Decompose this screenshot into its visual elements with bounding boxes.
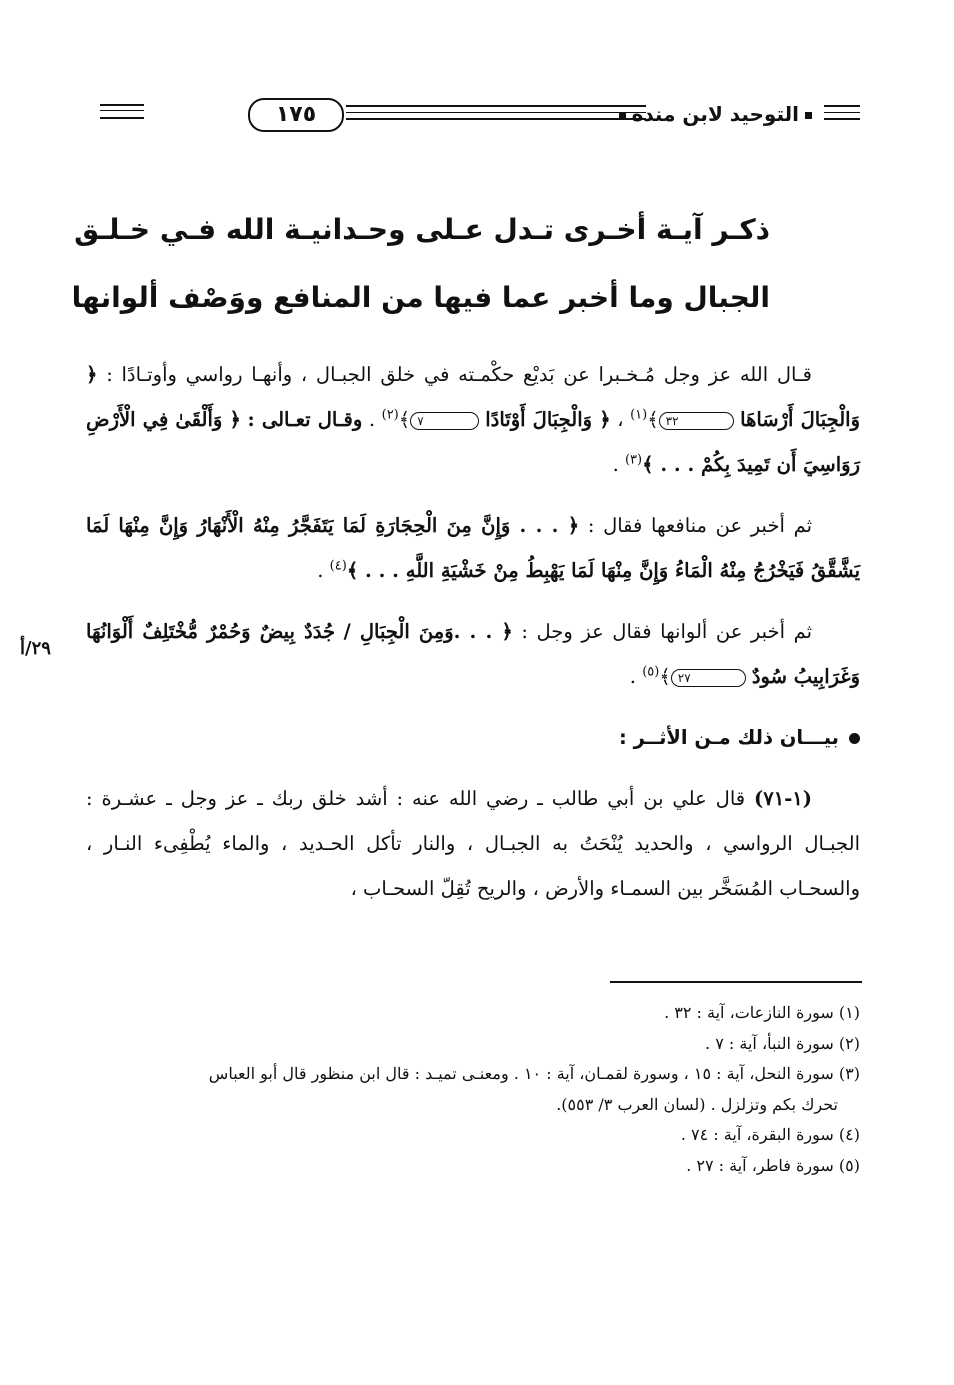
footnotes (96, 998, 860, 1181)
footnote-continuation: تحرك بكم وتزلزل . (لسان العرب ٣/ ٥٥٣). (556, 1094, 838, 1114)
quran-quote: ﴿ . . . وَإِنَّ مِنَ الْحِجَارَةِ لَمَا يَتَفَجَّرُ مِنْهُ الْأَنْهَارُ وَإِنَّ مِنْهَا لَمَا يَشَّقَّقُ فَيَخْرُجُ مِنْهُ الْمَاءُ وَإِنَّ مِنْهَا لَمَا يَهْبِطُ مِنْ خَشْيَةِ اللَّهِ . . . ﴾ (86, 514, 860, 582)
header-rule (824, 105, 860, 107)
footnote: (١) سورة النازعات، آية : ٣٢ . (664, 1003, 860, 1022)
quran-quote: ﴿ وَأَلْقَىٰ فِي الْأَرْضِ رَوَاسِيَ أَن تَمِيدَ بِكُمْ . . . ﴾ (86, 408, 860, 476)
header-rule (346, 118, 646, 120)
quran-quote: جُدَدٌ بِيضٌ وَحُمْرٌ مُّخْتَلِفٌ أَلْوَانُهَا وَغَرَابِيبُ سُودٌ (86, 620, 860, 688)
footnote-ref: (٥) (642, 664, 660, 680)
subheading-text: بيـــان ذلك مـن الأثــر : (619, 726, 839, 749)
narration-number: (١-٧١) (754, 787, 812, 810)
manuscript-folio-marker: ٢٩/أ (20, 638, 51, 659)
paragraph-benefits: ثم أخبر عن منافعها فقال : ﴿ . . . وَإِنَّ مِنَ الْحِجَارَةِ لَمَا يَتَفَجَّرُ مِنْهُ الْأَنْهَارُ وَإِنَّ مِنْهَا لَمَا يَشَّقَّقُ فَيَخْرُجُ مِنْهُ الْمَاءُ وَإِنَّ مِنْهَا لَمَا يَهْبِطُ مِنْ خَشْيَةِ اللَّهِ . . . ﴾$^{(٤)}$ . (86, 514, 860, 582)
paragraph-text: ثم أخبر عن منافعها فقال : (587, 514, 812, 537)
footnote-ref: (٢) (381, 407, 399, 423)
header-rule (824, 118, 860, 120)
bullet-icon (849, 733, 860, 744)
page-number: ١٧٥ (248, 98, 344, 132)
footnote: (٤) سورة البقرة، آية : ٧٤ . (680, 1125, 860, 1144)
footnote-ref: (٤) (329, 558, 347, 574)
footnote: (٢) سورة النبأ، آية : ٧ . (705, 1033, 860, 1053)
paragraph-text: ثم أخبر عن ألوانها فقال عز وجل : (521, 620, 812, 643)
paragraph-colors: ثم أخبر عن ألوانها فقال عز وجل : ﴿ . . .وَمِنَ الْجِبَالِ / جُدَدٌ بِيضٌ وَحُمْرٌ مُّخْتَلِفٌ أَلْوَانُهَا وَغَرَابِيبُ سُودٌ ٢٧﴾$^{(٥)}$ . (86, 620, 860, 688)
header-rule (824, 112, 860, 113)
paragraph-narration (86, 776, 860, 911)
paragraph-text: قـال الله عز وجل مُـخـبرا عن بَديْع حكْمـته في خلق الجبـال ، وأنهـا رواسي وأوتـادًا : (106, 363, 813, 386)
main-text (86, 352, 860, 911)
running-header (100, 96, 860, 136)
footnote-separator (610, 981, 862, 983)
ayah-number-badge: ٣٢ (659, 412, 734, 430)
narration-text: قال علي بن أبي طالب ـ رضي الله عنه : أشد خلق ربك ـ عز وجل ـ عشـرة : الجبـال الرواسي ، والحديد يُنْحَتُ به الجبـال ، والنار تأكل الحـديد ، والماء يُطْفِىء النـار ، والسحـاب المُسَخَّر بين السمـاء والأرض ، والريح تُقِلّ السحـاب ، (86, 787, 860, 900)
book-title-text: التوحيد لابن منده (631, 102, 799, 126)
quran-quote: ﴿ . . .وَمِنَ الْجِبَالِ / (343, 620, 513, 643)
quran-quote: ﴿ وَالْجِبَالَ أَوْتَادًا (485, 408, 611, 431)
footnote-ref: (٣) (624, 452, 643, 468)
paragraph-text: وقـال تعـالى : (247, 408, 363, 431)
footnote: (٥) سورة فاطر، آية : ٢٧ . (686, 1155, 860, 1175)
footnote-ref: (١) (630, 407, 648, 423)
chapter-title-line1: ذكـر آيـة أخـرى تـدل عـلى وحـدانيـة الله فـي خـلـق (74, 213, 770, 246)
header-rule (100, 117, 144, 119)
quran-quote: ﴿ وَالْجِبَالَ أَرْسَاهَا (86, 363, 860, 431)
paragraph-creation: قـال الله عز وجل مُـخـبرا عن بَديْع حكْمـته في خلق الجبـال ، وأنهـا رواسي وأوتـادًا : ﴿ وَالْجِبَالَ أَرْسَاهَا ٣٢﴾$^{(١)}$ ، ﴿ وَالْجِبَالَ أَوْتَادًا ٧﴾$^{(٢)}$ . وقـال تعـالى : ﴿ وَأَلْقَىٰ فِي الْأَرْضِ رَوَاسِيَ أَن تَمِيدَ بِكُمْ . . . ﴾$^{(٣)}$ . (86, 363, 860, 476)
footnote: (٣) سورة النحل، آية : ١٥ ، وسورة لقمـان، آية : ١٠ . ومعنـى تميـد : قال ابن منظور قال أبو العباس (208, 1064, 860, 1083)
ayah-number-badge: ٧ (410, 412, 478, 430)
book-title (613, 99, 818, 129)
square-ornament-icon (805, 112, 812, 119)
square-ornament-icon (619, 112, 626, 119)
header-rule (346, 105, 646, 107)
subheading (86, 715, 860, 760)
ayah-number-badge: ٢٧ (671, 669, 746, 687)
header-rule (346, 112, 646, 113)
chapter-title-line2: الجبال وما أخبر عما فيها من المنافع ووَصْف ألوانها (71, 281, 770, 314)
header-rule (100, 110, 144, 111)
header-rule (100, 104, 144, 106)
